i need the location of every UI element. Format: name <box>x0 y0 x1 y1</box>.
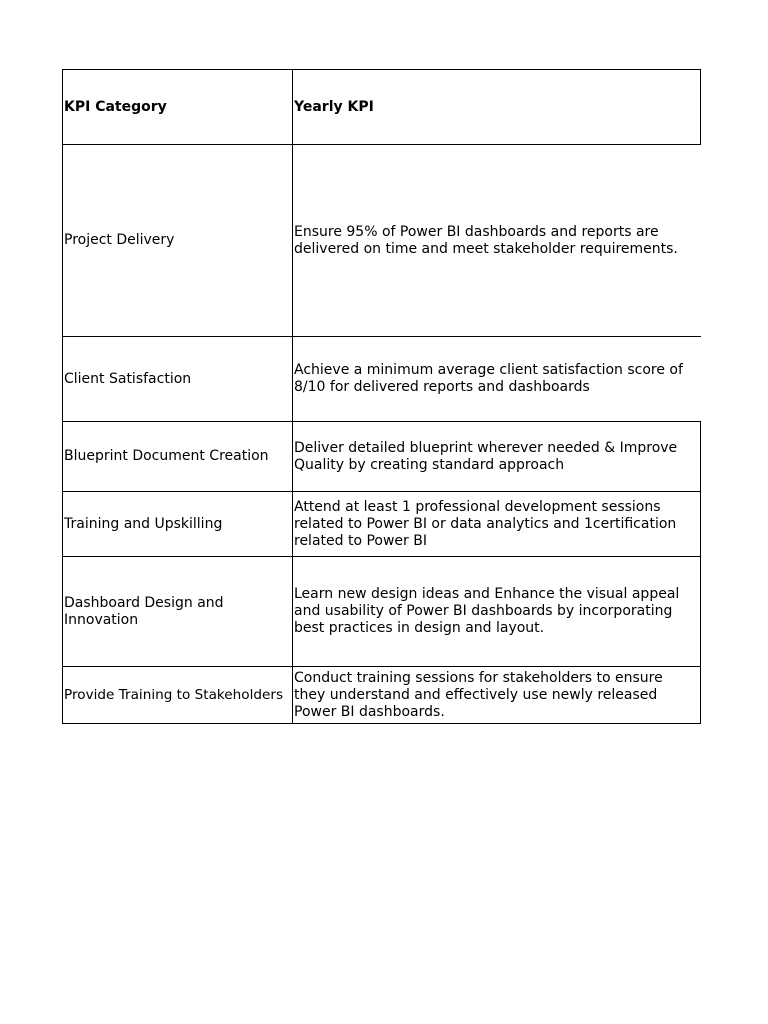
kpi-category-cell: Client Satisfaction <box>63 337 293 422</box>
table-row <box>63 492 701 557</box>
table-row <box>63 667 701 724</box>
header-kpi-category: KPI Category <box>63 70 293 145</box>
kpi-category-cell: Project Delivery <box>63 145 293 337</box>
kpi-category-cell: Training and Upskilling <box>63 492 293 557</box>
table-row <box>63 337 701 422</box>
kpi-category-cell: Dashboard Design and Innovation <box>63 557 293 667</box>
table-row <box>63 422 701 492</box>
kpi-table <box>62 69 701 724</box>
yearly-kpi-cell: Achieve a minimum average client satisfaction score of 8/10 for delivered reports and dashboards <box>293 337 701 422</box>
header-row <box>63 70 701 145</box>
table-row <box>63 145 701 337</box>
table-row <box>63 557 701 667</box>
yearly-kpi-cell: Conduct training sessions for stakeholders to ensure they understand and effectively use newly released Power BI dashboards. <box>293 667 701 724</box>
yearly-kpi-cell: Ensure 95% of Power BI dashboards and reports are delivered on time and meet stakeholder requirements. <box>293 145 701 337</box>
kpi-category-cell: Provide Training to Stakeholders <box>63 667 293 724</box>
kpi-category-cell: Blueprint Document Creation <box>63 422 293 492</box>
yearly-kpi-cell: Learn new design ideas and Enhance the visual appeal and usability of Power BI dashboards by incorporating best practices in design and layout. <box>293 557 701 667</box>
yearly-kpi-cell: Attend at least 1 professional development sessions related to Power BI or data analytics and 1certification related to Power BI <box>293 492 701 557</box>
header-yearly-kpi: Yearly KPI <box>293 70 701 145</box>
yearly-kpi-cell: Deliver detailed blueprint wherever needed & Improve Quality by creating standard approach <box>293 422 701 492</box>
